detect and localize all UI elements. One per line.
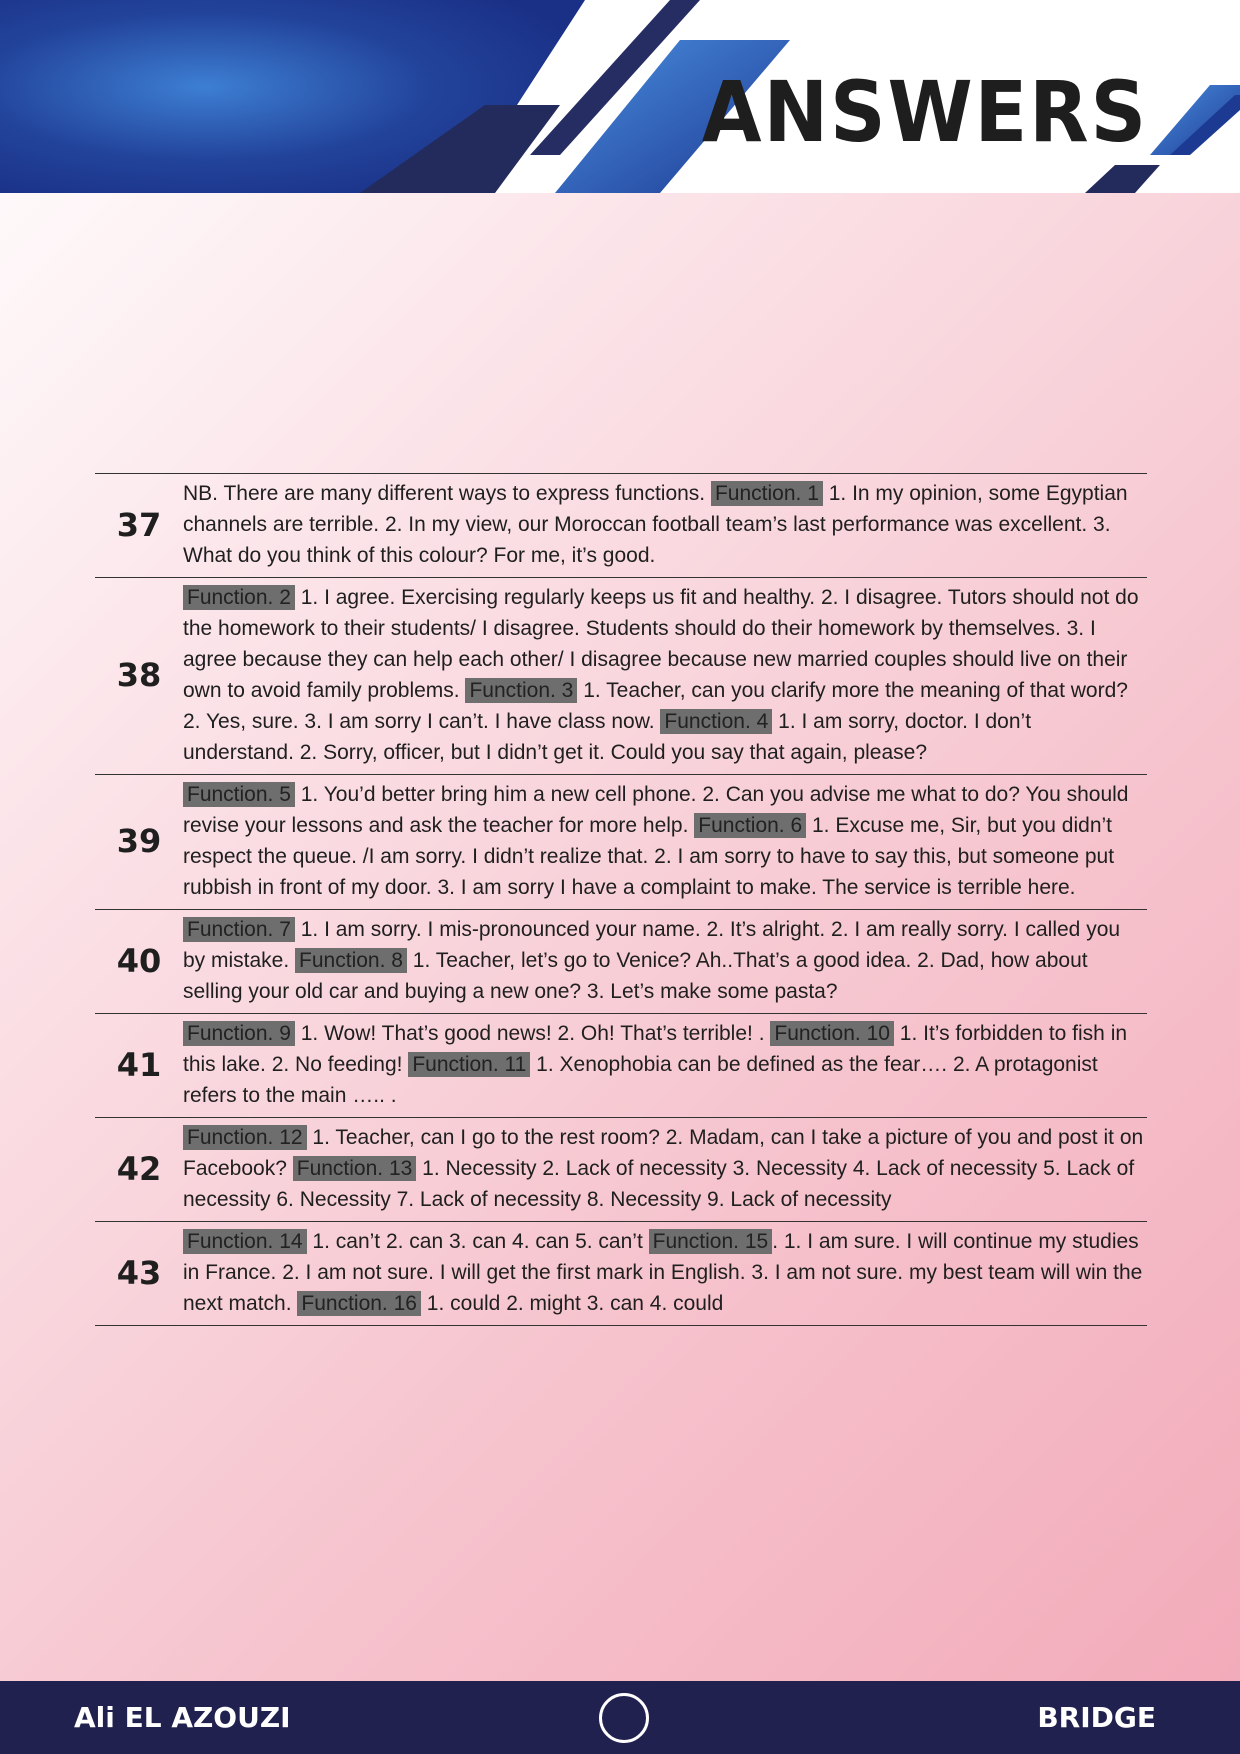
answer-segment: 1. I am sorry. I mis-pronounced your name. 2. It’s alright. 2. I am really sorry. I called you by mistake.	[183, 918, 1121, 972]
function-label: Function. 6	[694, 813, 806, 838]
page-title: ANSWERS	[701, 63, 1148, 161]
function-label: Function. 5	[183, 782, 295, 807]
answer-segment: 1. I agree. Exercising regularly keeps us fit and healthy. 2. I disagree. Tutors should not do the homework to their students/ I disagree. Students should do their homework by themselves. 3. I agree because they can help each other/ I disagree because new married couples should live on their own to avoid family problems.	[183, 586, 1139, 702]
answer-segment: 1. Wow! That’s good news! 2. Oh! That’s terrible! .	[294, 1022, 771, 1045]
answer-segment: 1. Teacher, can you clarify more the meaning of that word? 2. Yes, sure. 3. I am sorry I can’t. I have class now.	[183, 679, 1128, 733]
answers-table	[95, 473, 1147, 1326]
function-label: Function. 13	[293, 1156, 417, 1181]
answer-segment: 1. Necessity 2. Lack of necessity 3. Necessity 4. Lack of necessity 5. Lack of necessity 6. Necessity 7. Lack of necessity 8. Necessity 9. Lack of necessity	[183, 1157, 1135, 1211]
answer-segment: 1. could 2. might 3. can 4. could	[420, 1292, 724, 1315]
page-number-circle	[599, 1693, 649, 1743]
answer-segment: 1. I am sorry, doctor. I don’t understand. 2. Sorry, officer, but I didn’t get it. Could you say that again, please?	[183, 710, 1032, 764]
answer-row	[95, 474, 1147, 578]
answer-text	[183, 582, 1147, 768]
answer-segment: 1. can’t 2. can 3. can 4. can 5. can’t	[306, 1230, 649, 1253]
answer-segment: 1. Teacher, let’s go to Venice? Ah..That’s a good idea. 2. Dad, how about selling your old car and buying a new one? 3. Let’s make some pasta?	[183, 949, 1088, 1003]
function-label: Function. 7	[183, 917, 295, 942]
exercise-number: 37	[116, 505, 162, 544]
function-label: Function. 4	[660, 709, 772, 734]
exercise-number: 38	[116, 656, 162, 694]
answer-text	[183, 1122, 1147, 1215]
answer-segment: 1. Xenophobia can be defined as the fear…. 2. A protagonist refers to the main ….. .	[183, 1053, 1098, 1107]
footer-bar	[0, 1681, 1240, 1754]
answer-text	[183, 1226, 1147, 1319]
exercise-number: 43	[116, 1253, 162, 1292]
function-label: Function. 11	[408, 1052, 530, 1077]
answer-segment: 1. Excuse me, Sir, but you didn’t respect the queue. /I am sorry. I didn’t realize that. 2. I am sorry to have to say this, but someone put rubbish in front of my door. 3. I am sorry I have a complaint to make. The service is terrible here.	[183, 814, 1115, 899]
function-label: Function. 15	[649, 1229, 773, 1254]
book-title: BRIDGE	[1037, 1701, 1156, 1734]
function-label: Function. 9	[183, 1021, 295, 1046]
header-banner	[0, 0, 1240, 193]
function-label: Function. 2	[183, 585, 295, 610]
answer-row	[95, 578, 1147, 775]
answer-row	[95, 775, 1147, 910]
function-label: Function. 8	[295, 948, 407, 973]
answer-segment: 1. Teacher, can I go to the rest room? 2. Madam, can I take a picture of you and post it on Facebook?	[183, 1126, 1144, 1180]
answer-row	[95, 1222, 1147, 1326]
answer-text	[183, 914, 1147, 1007]
answer-row	[95, 1014, 1147, 1118]
answer-segment: 1. You’d better bring him a new cell phone. 2. Can you advise me what to do? You should revise your lessons and ask the teacher for more help.	[183, 783, 1129, 837]
function-label: Function. 3	[465, 678, 577, 703]
function-label: Function. 12	[183, 1125, 307, 1150]
answer-segment: . 1. I am sure. I will continue my studies in France. 2. I am not sure. I will get the first mark in English. 3. I am not sure. my best team will win the next match.	[183, 1230, 1143, 1315]
exercise-number: 41	[116, 1045, 162, 1084]
function-label: Function. 1	[711, 481, 823, 506]
function-label: Function. 10	[770, 1021, 894, 1046]
exercise-number: 40	[116, 941, 162, 980]
answer-segment: 1. It’s forbidden to fish in this lake. 2. No feeding!	[183, 1022, 1128, 1076]
author-name: Ali EL AZOUZI	[74, 1701, 291, 1734]
answer-text	[183, 1018, 1147, 1111]
answer-segment: 1. In my opinion, some Egyptian channels are terrible. 2. In my view, our Moroccan football team’s last performance was excellent. 3. What do you think of this colour? For me, it’s good.	[183, 482, 1128, 567]
exercise-number: 42	[116, 1149, 162, 1188]
answer-segment: NB. There are many different ways to express functions.	[183, 482, 711, 505]
answer-text	[183, 478, 1147, 571]
function-label: Function. 16	[297, 1291, 421, 1316]
exercise-number: 39	[116, 822, 162, 860]
answer-text	[183, 779, 1147, 903]
answer-row	[95, 910, 1147, 1014]
answer-row	[95, 1118, 1147, 1222]
function-label: Function. 14	[183, 1229, 307, 1254]
